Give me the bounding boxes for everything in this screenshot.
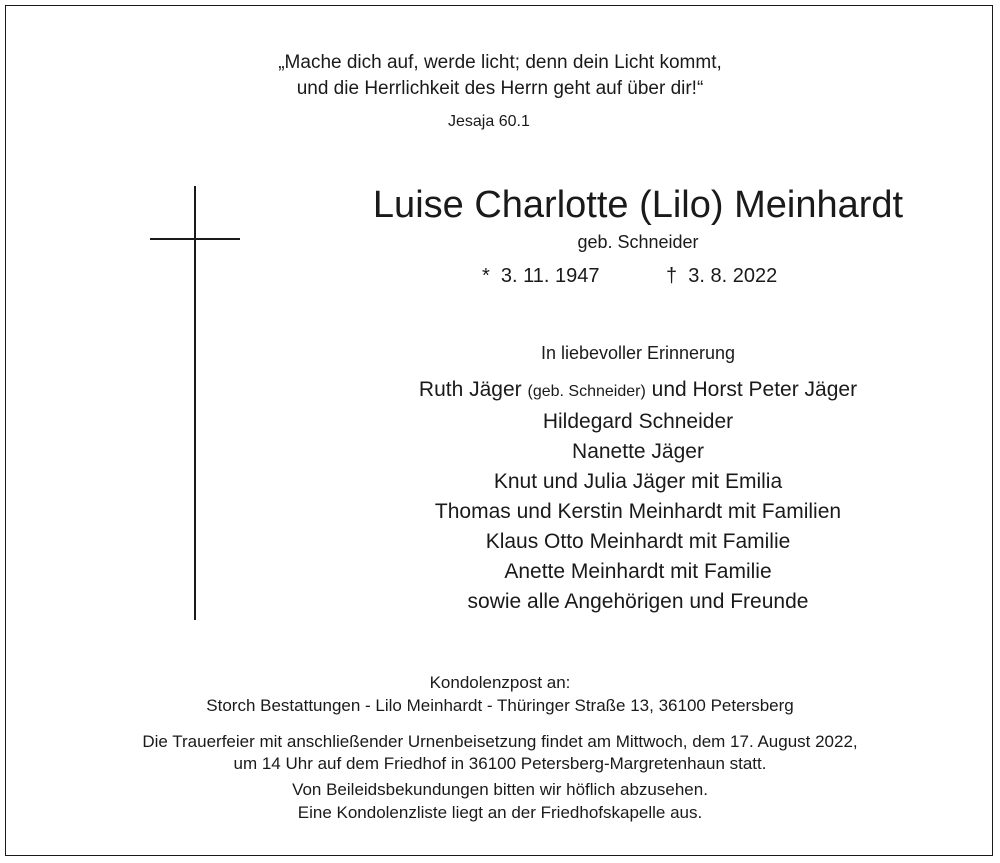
quote-line-1: „Mache dich auf, werde licht; denn dein Licht kommt, — [278, 52, 722, 73]
mourner-name: Ruth Jäger — [418, 378, 522, 401]
mourner-name: und Horst Peter Jäger — [651, 378, 858, 401]
birth-date-line — [482, 263, 600, 289]
ceremony-line-2: um 14 Uhr auf dem Friedhof in 36100 Petersberg-Margretenhaun statt. — [233, 754, 767, 773]
birth-symbol: * — [482, 265, 490, 287]
deceased-name: Luise Charlotte (Lilo) Meinhardt — [372, 184, 904, 226]
mourner-line: Thomas und Kerstin Meinhardt mit Familien — [434, 500, 842, 523]
mourner-line: sowie alle Angehörigen und Freunde — [467, 590, 809, 613]
quote-line-2: und die Herrlichkeit des Herrn geht auf über dir!“ — [296, 78, 704, 99]
condolence-label: Kondolenzpost an: — [429, 673, 571, 692]
mourner-line: Klaus Otto Meinhardt mit Familie — [485, 530, 791, 553]
death-date-line — [666, 263, 777, 289]
mourner-line: Hildegard Schneider — [542, 410, 734, 433]
mourner-line: Nanette Jäger — [572, 440, 704, 463]
notes-line-1: Von Beileidsbekundungen bitten wir höflich abzusehen. — [292, 780, 708, 799]
notes-line-2: Eine Kondolenzliste liegt an der Friedhofskapelle aus. — [297, 803, 703, 822]
mourner-line: Anette Meinhardt mit Familie — [504, 560, 772, 583]
mourner-note: (geb. Schneider) — [527, 383, 646, 400]
memory-line: In liebevoller Erinnerung — [540, 343, 736, 363]
condolence-address: Storch Bestattungen - Lilo Meinhardt - Thüringer Straße 13, 36100 Petersberg — [206, 696, 794, 715]
ceremony-line-1: Die Trauerfeier mit anschließender Urnenbeisetzung findet am Mittwoch, dem 17. August 2022, — [142, 732, 858, 751]
birth-name: geb. Schneider — [577, 232, 699, 252]
mourner-line: Knut und Julia Jäger mit Emilia — [493, 470, 783, 493]
mourner-line — [338, 375, 938, 407]
death-date: 3. 8. 2022 — [688, 265, 778, 287]
cross-icon-bar — [150, 238, 240, 240]
birth-date: 3. 11. 1947 — [500, 265, 600, 287]
mourners-list — [338, 375, 938, 617]
cross-icon — [194, 186, 196, 620]
death-symbol: † — [666, 265, 678, 287]
quote-source: Jesaja 60.1 — [448, 113, 530, 130]
